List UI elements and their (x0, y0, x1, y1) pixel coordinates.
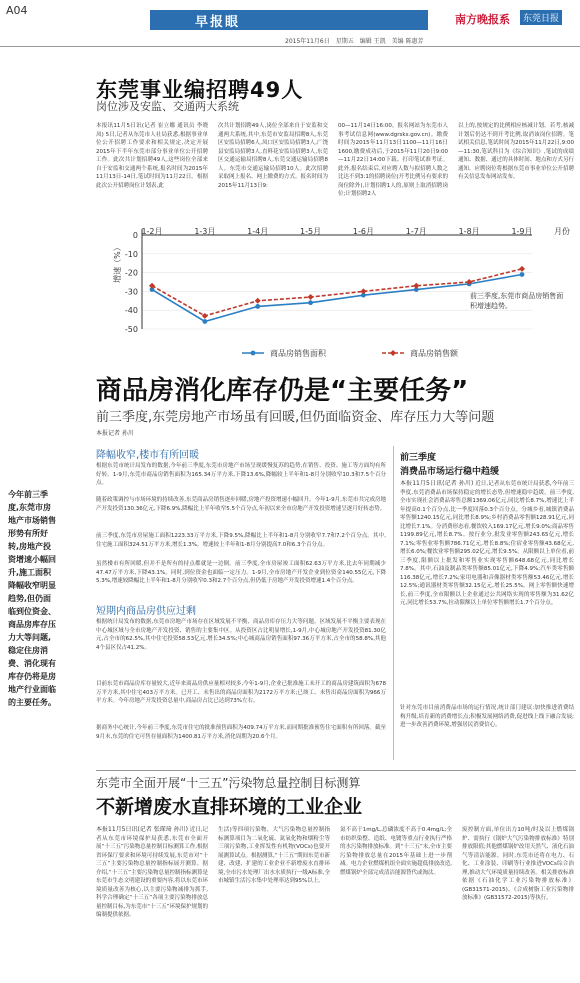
article1-col3: 00—11月14日16:00。报名网站为东莞市人事考试信息网(www.dgrsks.gov.cn)。缴费时间为2015年11月13日1100—11月16日1600,缴费成功后,于2015年11月20日9:00—11月22日14:00下载、打印笔试准考证。此外,报名结束后,对应聘人数与拟招聘人数之比达不到3:1的招聘岗位(开考比例另有要求的岗位除外),计划招聘1人的,原则上取消招聘岗位;计划招聘2人 (338, 123, 448, 197)
chart-series-line (152, 269, 522, 316)
chart-point (255, 298, 261, 304)
chart-x-tick-label: 1-7月 (405, 227, 427, 236)
article2-p4: 虽然楼市有所回暖,但并不是所有的持点都就是一边倒。前三季度,全市房屋竣工面积62.63万平方米,比去年同期减少47.47万平方米,下降43.1%。同时,到位资金也面临一定压力。1-9月,全市房地产开发企业到位资金140.55亿元,下降5.3%,增速较降幅比上半年和1-8月分别收窄0.3和2.7个百分点,但仍低于房地产开发投资增速1.4个百分点。 (96, 561, 386, 584)
chart-point (413, 283, 419, 289)
header-divider (0, 46, 580, 47)
article3-byline: 本报11月5日讯(记者 张琛琦 孙川) (96, 826, 188, 833)
article1-col4: 以上的,按规定的比例相应核减计划。若考,核减计划后仍达不到开考比例,取消该岗位招聘。笔试相关信息,笔试时间为2015年11月22日,9:00—11:30,笔试科目为《综合知识》,笔试的成绩通知、数据、通过的具体时间、地点和方式另行通知。应聘岗位将根据东莞市事业单位公开招聘有关信息发布网站发布。 (458, 123, 574, 180)
article2-p1: 根据东莞市统计局发布的数据,今年前三季度,东莞市房地产市场呈现缓慢复苏的趋势,在销售、投资、施工等方面均有所好转。1-9月,东莞市商品房销售面积为165.34万平方米,下降13.6%,降幅较上半年和1-8月分别收窄10.3和7.5个百分点。 (96, 463, 386, 486)
chart-legend-marker (390, 350, 396, 356)
chart-point (202, 319, 207, 324)
chart-x-tick-label: 1-4月 (247, 227, 269, 236)
article2-byline: 本报记者 孙川 (96, 430, 134, 437)
chart-point (308, 294, 314, 300)
chart-y-tick-label: -40 (124, 306, 138, 316)
chart-point (360, 288, 366, 294)
chart-point (520, 272, 525, 277)
box-subtitle: 消费品市场运行稳中趋缓 (400, 467, 500, 477)
chart-x-tick-label: 1-2月 (141, 227, 163, 236)
chart-y-tick-label: 0 (132, 231, 138, 240)
article2-p3: 前三季度,东莞市房屋施工面积1223.33万平方米,下降9.5%,降幅比上半年和1-8月分别收窄7.7和7.2个百分点。其中,住宅施工面积324.51万平方米,增长1.3%。增速较上半年和1-8月分别提高7.0和6.3个百分点。 (96, 533, 386, 548)
box-byline: 本报11月5日讯(记者 孙川) (400, 480, 474, 487)
page-number: A04 (6, 4, 28, 17)
chart-legend-label: 商品房销售面积 (270, 349, 326, 358)
article2-p7: 据商务中心统计,今年前三季度,东莞市住宅的批准预售面积为409.74万平方米,而同期批准预售住宅面积有所回落。截至9月末,东莞的住宅可售存量面积为1400.81万平方米,消化周期为20.6个月。 (96, 725, 386, 740)
chart-legend-marker (251, 351, 256, 356)
article1-col2: 次共计划招聘49人,岗位全部来自于安监和交通两大系统,其中,东莞市安监局招聘8人,东莞区安监局招聘6人,凤口区安监局招聘3人,广饶县安监局招聘3人,直料花安监局招聘3人,东莞区交通运输局招聘8人,东莞交通运输局招聘8人。东莞市交通运输局招聘10人。此次招聘采取网上报名、网上缴费的方式。报名时间为2015年11月13日9: (218, 123, 328, 189)
article2-p5: 根据统计局发布的数据,东莞市房地产市场存在区域发展不平衡、商品房库存压力大等问题。区域发展不平衡主要表现在中心城区域与全市房地产开发投资、销售的主要集中区。从投资区占比明显增长,1-9月,中心城房地产开发投资81.30亿元,占全市的62.5%,其中住宅投资58.53亿元,增长34.5%;中心城商品房销售面积97.36万平方米,占全市的58.8%,其他4个县区仅占41.2%。 (96, 619, 386, 651)
article3-divider (96, 770, 576, 771)
article1-title: 东莞事业编招聘49人 (96, 78, 304, 102)
newspaper-logo: 南方晚报系 (455, 13, 510, 26)
sales-chart (92, 225, 576, 375)
article2-subtitle: 前三季度,东莞房地产市场虽有回暖,但仍面临资金、库存压力大等问题 (96, 410, 495, 425)
chart-x-tick-label: 1-5月 (300, 227, 322, 236)
box-title: 前三季度 (400, 453, 437, 463)
newspaper-logo-box: 东莞日报 (520, 10, 562, 25)
chart-y-axis-label: 增速（%） (113, 243, 122, 283)
dateline: 2015年11月6日 星期五 编辑 王凯 美编 陈惠芳 (285, 38, 424, 45)
chart-x-tick-label: 1-8月 (458, 227, 480, 236)
article3-col2: 生活)等四项污染物。大气污染物总量控制指标测算项目为二氧化硫、氮氧化物和烟粉尘等三项污染物,工业挥发性有机物(VOCs)也要开展测算试点。根据测算,“十三五”期间东莞市新建、改建、扩建的工业企业不新增废水直排环境,全市污水处理厂出水水质执行一级A标准,全市城镇生活污水集中处理率达到95%以上。 (218, 827, 330, 884)
article2-p2: 随着政策调控与市场环境的持续改善,东莞商品房销售逐步回暖,房地产投资增速小幅回升。今年1-9月,东莞市共完成房地产开发投资130.36亿元,下降6.9%,降幅比上半年收窄5.5个百分点,年初以来全市房地产开发投资增速呈逐月好转态势。 (96, 497, 386, 512)
chart-point (519, 266, 525, 272)
column-divider (393, 446, 394, 760)
section-banner (0, 10, 580, 30)
chart-point (255, 304, 260, 309)
section-title: 早报眼 (195, 15, 241, 30)
article1-col1: 本报讯11月5日讯(记者 崔立娜 通讯员 李晓凤) 5日,记者从东莞市人社局获悉,根据事业单位公开招聘工作要求和相关规定,决定开展2015年下半年东莞市部分事业单位公开招聘工作。此次共计划招聘49人,这些岗位全部来自于安监和交通两个系统,报名时间为2015年11月13日-14日,笔试时间为11月22日。根据此次公开招聘岗位计划表,此 (96, 123, 208, 189)
article3-col1-body: 近日,记者从东莞市环境保护局获悉,东莞市全面开展“十三五”污染物总量控制目标测算工作,根据省环保厅要求和环境可持续发展,东莞市对“十三五”主要污染物总量控制指标展开测算。据介绍,“十三五”主要污染物总量控制指标测算是东莞市生态文明建设的重要内容,将以东莞市环境质量改善为核心,以主要污染物减排为抓手,科学合理确定“十三五”各项主要污染物排放总量控制目标,为东莞市“十三五”环境保护规划的编制提供依据。 (96, 827, 208, 918)
article3-col3: 氮不高于1mg/L,总磷浓度不高于0.4mg/L;全市纺织染整、造纸、电镀等重点行业执行严格的水污染物排放标准。到“十三五”末,全市主要污染物排放总量在2015年基础上进一步削减。电力企业燃煤机组全面实施超低排放改造,燃煤锅炉全部完成清洁能源替代或淘汰。 (340, 827, 452, 876)
subhead-oversupply: 短期内商品房供应过剩 (96, 606, 196, 617)
chart-x-axis-label: 月份 (554, 227, 570, 236)
box-text-body: 近日,记者从东莞市统计局获悉,今年前三季度,东莞消费品市场保持稳定的增长态势,但增速稳中趋缓。前三季度,全市实现社会消费品零售总额1369.06亿元,同比增长8.7%,增速比上半年提高0.1个百分点,比一季度回落0.3个百分点。分城乡看,城镇消费品零售额1240.15亿元,同比增长8.9%;乡村消费品零售额128.91亿元,同比增长7.1%。分消费形态看,餐饮收入169.17亿元,增长9.0%;商品零售1199.89亿元,增长8.7%。按行业分,批发业零售额243.65亿元,增长7.1%;零售业零售额786.71亿元,增长8.8%;住宿业零售额43.68亿元,增长6.0%;餐饮业零售额295.02亿元,增长9.5%。从限额以上单位看,前三季度,限额以上批发和零售业实现零售额648.68亿元,同比增长7.8%。其中,石油及制品类零售额85.01亿元,下降4.9%;汽车类零售额116.38亿元,增长7.2%;家用电器和音像器材类零售额53.46亿元,增长12.5%;通讯器材类零售额32.15亿元,增长25.5%。网上零售额快速增长,前三季度,全市限额以上企业通过公共网络实现的零售额为31.62亿元,同比增长53.7%,拉动限额以上单位零售额增长1.7个百分点。 (400, 481, 574, 606)
chart-y-tick-label: -20 (124, 268, 138, 278)
article3-pretitle: 东莞市全面开展“十三五”污染物总量控制目标测算 (96, 776, 361, 790)
chart-x-tick-label: 1-6月 (352, 227, 374, 236)
article3-col4: 废控制方面,单位出力10吨/时及以上燃煤锅炉、需执行《锅炉大气污染物排放标准》特别排放限值;其他燃煤锅炉改用天然气、液化石油气等清洁能源。同时,东莞市还将在电力、石化、工业涂装、印刷等行业推进VOCs综合治理,推动大气环境质量持续改善。相关排放标准依据《石油化学工业污染物排放标准》(GB31571-2015)、《合成树脂工业污染物排放标准》(GB31572-2015)等执行。 (462, 827, 574, 901)
box-text (400, 480, 574, 702)
chart-y-tick-label: -10 (124, 249, 138, 259)
article2-title: 商品房消化库存仍是“主要任务” (96, 376, 469, 406)
banner-band (150, 10, 428, 30)
chart-legend-label: 商品房销售额 (410, 349, 458, 358)
article3-title: 不新增废水直排环境的工业企业 (96, 796, 363, 818)
chart-x-tick-label: 1-9月 (511, 227, 533, 236)
chart-y-tick-label: -50 (124, 325, 138, 334)
article1-subtitle: 岗位涉及安监、交通两大系统 (96, 100, 239, 113)
chart-x-tick-label: 1-3月 (194, 227, 216, 236)
subhead-recovery: 降幅收窄,楼市有所回暖 (96, 450, 200, 461)
box-text2: 针对东莞市目前消费品市场的运行情况,统计部门建议:加快推进消费结构升级,培育新的消费增长点;积极发展网络消费,促进线上线下融合发展;进一步改善消费环境,增强居民消费信心。 (400, 705, 574, 728)
chart-annotation: 前三季度,东莞市商品房销售面积增速趋势。 (470, 292, 564, 310)
side-summary: 今年前三季度,东莞市房地产市场销售形势有所好转,房地产投资增速小幅回升,施工面积降幅收窄明显趋势,但仍面临到位资金、商品房库存压力大等问题,稳定住房消费、消化现有库存仍将是房地产行业面临的主要任务。 (8, 490, 56, 707)
article2-p6: 目前东莞市商品房库存量较大,近年来商品房供应量相对较多,今年1-9月,企业已批准施工未开工的商品房建筑面积为678万平方米,其中住宅403万平方米。已开工、未售出的商品房面积为2172万平方米;已竣工、未售出商品房面积为966万平方米。今年房地产开发投资总量中,商品房占比已达到73%左右。 (96, 681, 386, 704)
article3-col1 (96, 826, 208, 976)
chart-point (308, 300, 313, 305)
chart-y-tick-label: -30 (124, 287, 138, 297)
